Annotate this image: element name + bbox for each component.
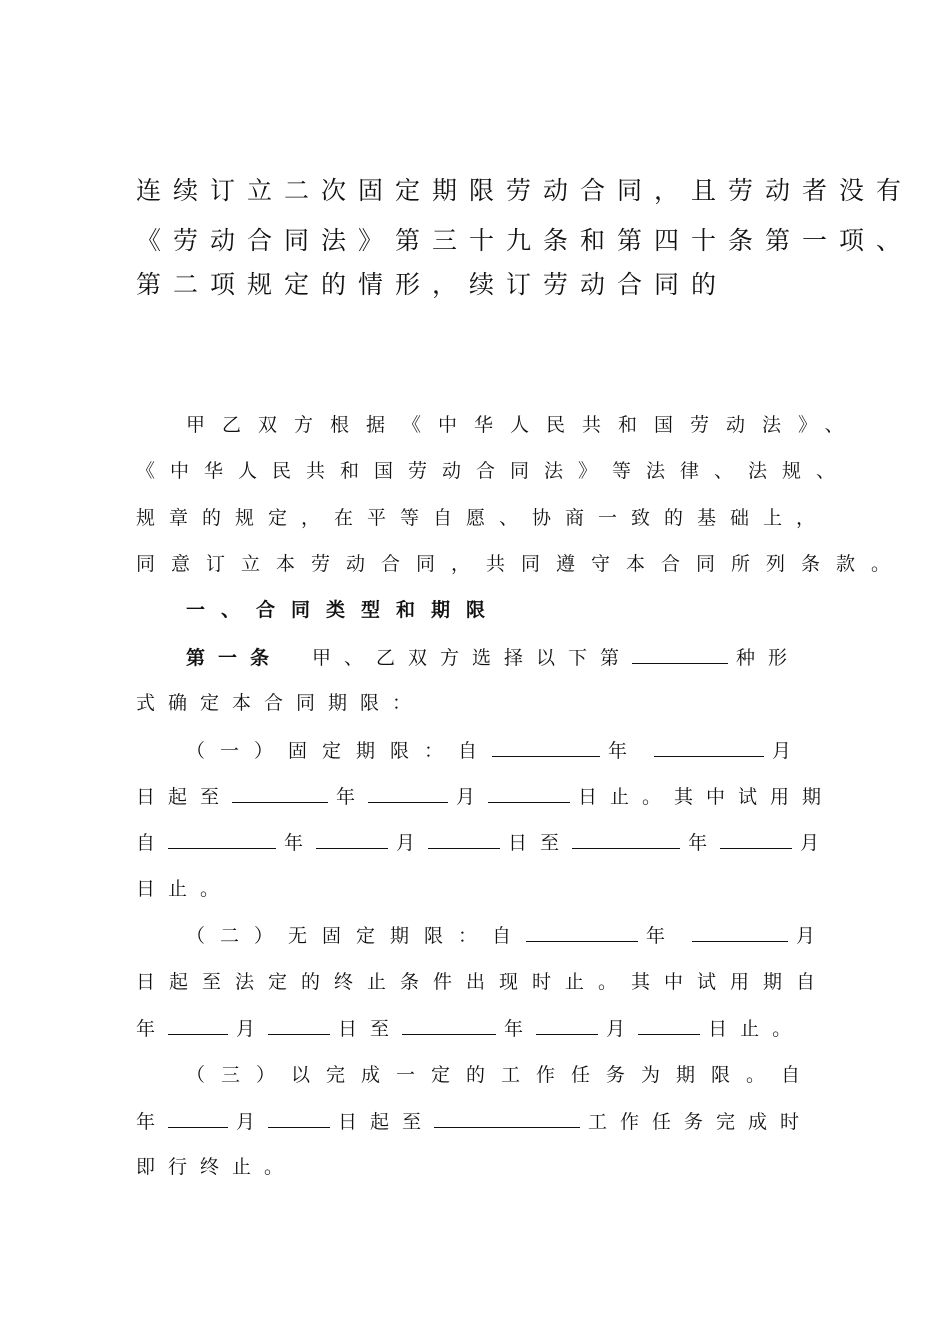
probation-start-month-blank[interactable] xyxy=(316,830,388,849)
option-1-line-2 xyxy=(136,784,834,809)
stop-label: 日止。 xyxy=(708,1018,805,1040)
article-1-tail: 种形 xyxy=(736,647,801,669)
option-1-line-1 xyxy=(186,738,806,763)
option-3-line-3: 即行终止。 xyxy=(136,1156,297,1178)
option-2-line-1 xyxy=(186,923,830,948)
title-line-3: 第二项规定的情形，续订劳动合同的 xyxy=(136,270,729,299)
year-label: 年 xyxy=(608,740,643,762)
year-label: 年 xyxy=(336,786,369,808)
probation-end-year-blank[interactable] xyxy=(402,1016,496,1035)
month-label: 月 xyxy=(236,1111,269,1133)
option-2-line-2: 日起至法定的终止条件出现时止。其中试用期自 xyxy=(136,971,830,993)
start-day-blank[interactable] xyxy=(268,1109,330,1128)
option-1-line-3 xyxy=(136,830,832,855)
preamble-line-4: 同意订立本劳动合同，共同遵守本合同所列条款。 xyxy=(136,553,907,575)
title-line-1: 连续订立二次固定期限劳动合同，且劳动者没有 xyxy=(136,176,914,205)
end-day-blank[interactable] xyxy=(488,784,570,803)
preamble-line-1: 甲乙双方根据《中华人民共和国劳动法》、 xyxy=(186,414,861,436)
option-3-line-2 xyxy=(136,1109,812,1134)
section-heading: 一、合同类型和期限 xyxy=(186,599,502,621)
start-month-blank[interactable] xyxy=(168,1109,228,1128)
start-month-blank[interactable] xyxy=(692,923,788,942)
option-2-lead: （二）无固定期限：自 xyxy=(186,925,527,947)
option-1-line-4: 日止。 xyxy=(136,878,233,900)
probation-start-day-blank[interactable] xyxy=(268,1016,330,1035)
month-label: 月 xyxy=(236,1018,269,1040)
end-month-blank[interactable] xyxy=(368,784,448,803)
month-label: 月 xyxy=(800,832,833,854)
article-1-line-2: 式确定本合同期限： xyxy=(136,692,425,714)
year-label: 年 xyxy=(504,1018,537,1040)
article-1-line-1 xyxy=(186,645,800,670)
probation-start-month-blank[interactable] xyxy=(168,1016,228,1035)
start-year-blank[interactable] xyxy=(526,923,638,942)
start-year-blank[interactable] xyxy=(492,738,600,757)
probation-end-year-blank[interactable] xyxy=(572,830,680,849)
probation-label: 日止。其中试用期 xyxy=(578,786,835,808)
option-2-line-3 xyxy=(136,1016,804,1041)
probation-end-month-blank[interactable] xyxy=(720,830,792,849)
option-3-line-1: （三）以完成一定的工作任务为期限。自 xyxy=(186,1064,817,1086)
month-label: 月 xyxy=(606,1018,639,1040)
contract-type-blank[interactable] xyxy=(632,645,728,664)
day-to-label: 日至 xyxy=(508,832,573,854)
probation-start-day-blank[interactable] xyxy=(428,830,500,849)
preamble-line-3: 规章的规定，在平等自愿、协商一致的基础上， xyxy=(136,507,830,529)
from-label: 自 xyxy=(136,832,169,854)
start-month-blank[interactable] xyxy=(654,738,764,757)
month-label: 月 xyxy=(772,740,807,762)
month-label: 月 xyxy=(396,832,429,854)
title-line-2: 《劳动合同法》第三十九条和第四十条第一项、 xyxy=(136,226,914,255)
month-label: 月 xyxy=(456,786,489,808)
year-label: 年 xyxy=(284,832,317,854)
probation-start-year-blank[interactable] xyxy=(168,830,276,849)
option-1-lead: （一）固定期限：自 xyxy=(186,740,493,762)
preamble-line-2: 《中华人民共和国劳动合同法》等法律、法规、 xyxy=(136,460,851,482)
day-from-label: 日起至 xyxy=(136,786,233,808)
year-label: 年 xyxy=(136,1111,169,1133)
year-label: 年 xyxy=(136,1018,169,1040)
end-year-blank[interactable] xyxy=(232,784,328,803)
year-label: 年 xyxy=(646,925,681,947)
article-label: 第一条 xyxy=(186,647,283,669)
day-from-label: 日起至 xyxy=(338,1111,435,1133)
task-complete-label: 工作任务完成时 xyxy=(588,1111,813,1133)
day-to-label: 日至 xyxy=(338,1018,403,1040)
probation-end-month-blank[interactable] xyxy=(536,1016,598,1035)
month-label: 月 xyxy=(796,925,831,947)
year-label: 年 xyxy=(688,832,721,854)
probation-end-day-blank[interactable] xyxy=(638,1016,700,1035)
article-1-text: 甲、乙双方选择以下第 xyxy=(312,647,633,669)
work-task-blank[interactable] xyxy=(434,1109,580,1128)
